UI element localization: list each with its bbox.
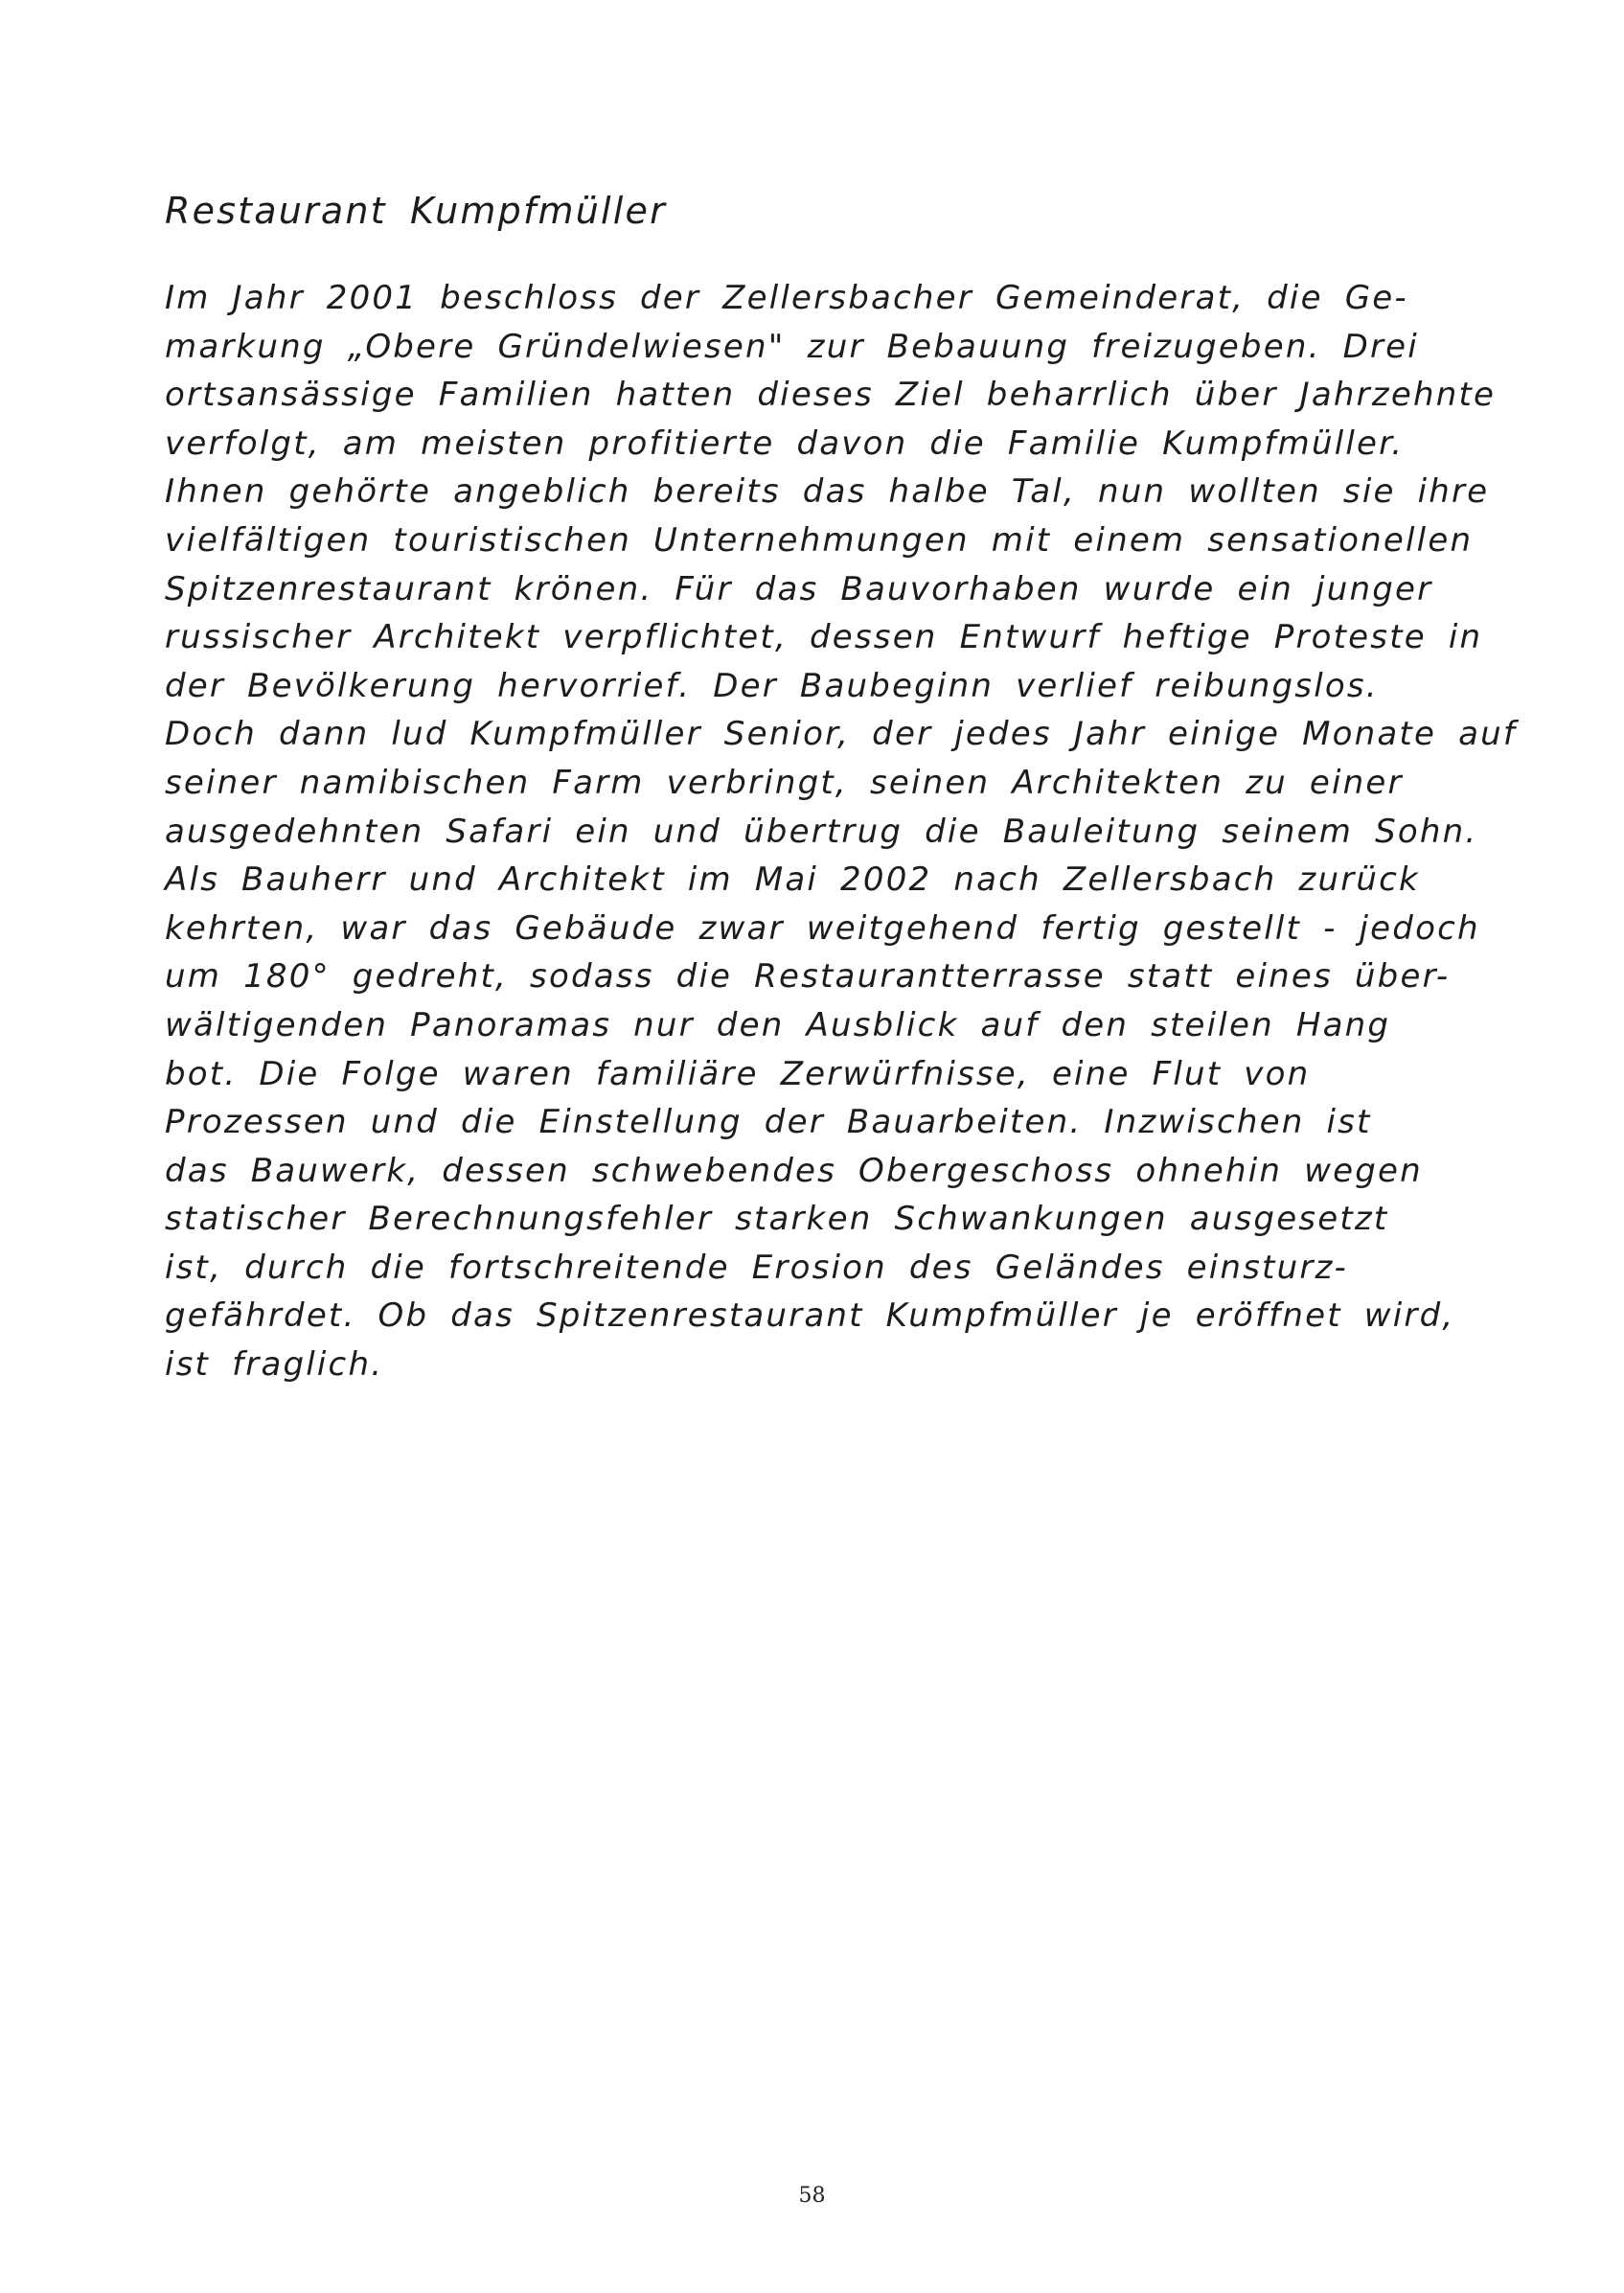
text-line: bot. Die Folge waren familiäre Zerwürfnisse, eine Flut von xyxy=(165,1054,1311,1093)
text-line: der Bevölkerung hervorrief. Der Baubeginn verlief reibungslos. xyxy=(165,666,1379,705)
text-line: ausgedehnten Safari ein und übertrug die Bauleitung seinem Sohn. xyxy=(165,812,1478,851)
page-number: 58 xyxy=(798,2184,826,2208)
document-title: Restaurant Kumpfmüller xyxy=(165,190,667,232)
text-line: wältigenden Panoramas nur den Ausblick auf den steilen Hang xyxy=(165,1005,1391,1044)
text-line: seiner namibischen Farm verbringt, seinen Architekten zu einer xyxy=(165,763,1404,802)
text-line: Als Bauherr und Architekt im Mai 2002 nach Zellersbach zurück xyxy=(165,860,1420,900)
text-line: verfolgt, am meisten profitierte davon die Familie Kumpfmüller. xyxy=(165,424,1405,463)
text-line: ist, durch die fortschreitende Erosion des Geländes einsturz- xyxy=(165,1248,1349,1287)
text-line: vielfältigen touristischen Unternehmungen mit einem sensationellen xyxy=(165,520,1474,560)
text-line: das Bauwerk, dessen schwebendes Obergeschoss ohnehin wegen xyxy=(165,1151,1423,1190)
text-line: Spitzenrestaurant krönen. Für das Bauvorhaben wurde ein junger xyxy=(165,569,1433,608)
text-line: russischer Architekt verpflichtet, dessen Entwurf heftige Proteste in xyxy=(165,618,1483,657)
text-line: statischer Berechnungsfehler starken Schwankungen ausgesetzt xyxy=(165,1200,1389,1239)
text-line: ortsansässige Familien hatten dieses Ziel beharrlich über Jahrzehnte xyxy=(165,376,1497,415)
body-paragraph xyxy=(165,274,1518,1389)
text-line: gefährdet. Ob das Spitzenrestaurant Kumpfmüller je eröffnet wird, xyxy=(165,1296,1455,1336)
text-line: Ihnen gehörte angeblich bereits das halbe Tal, nun wollten sie ihre xyxy=(165,472,1490,512)
text-line: kehrten, war das Gebäude zwar weitgehend fertig gestellt - jedoch xyxy=(165,908,1480,948)
text-line: Doch dann lud Kumpfmüller Senior, der jedes Jahr einige Monate auf xyxy=(165,715,1518,754)
text-line: um 180° gedreht, sodass die Restaurantterrasse statt eines über- xyxy=(165,957,1451,997)
text-line: markung „Obere Gründelwiesen" zur Bebauung freizugeben. Drei xyxy=(165,327,1419,366)
text-line: Im Jahr 2001 beschloss der Zellersbacher Gemeinderat, die Ge- xyxy=(165,279,1408,317)
text-line: ist fraglich. xyxy=(165,1345,384,1385)
text-line: Prozessen und die Einstellung der Bauarbeiten. Inzwischen ist xyxy=(165,1103,1372,1142)
